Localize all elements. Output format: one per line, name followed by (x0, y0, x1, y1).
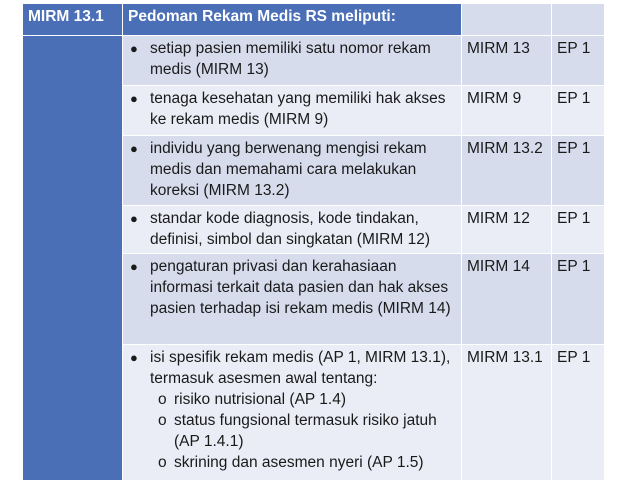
requirement-text: setiap pasien memiliki satu nomor rekam medis (MIRM 13) (150, 40, 431, 78)
requirement-cell (123, 254, 462, 345)
standards-table (22, 3, 605, 481)
header-row (23, 4, 605, 36)
code-column-fill (23, 36, 123, 481)
bullet-dot-icon: ● (130, 259, 138, 274)
ep-ref: EP 1 (552, 136, 605, 206)
standard-ref: MIRM 9 (462, 86, 552, 136)
standard-ref: MIRM 13.1 (462, 345, 552, 481)
requirement-text: isi spesifik rekam medis (AP 1, MIRM 13.1), termasuk asesmen awal tentang: (150, 349, 451, 387)
standard-ref: MIRM 14 (462, 254, 552, 345)
circle-outline-icon: o (158, 391, 167, 408)
bullet-dot-icon: ● (130, 141, 138, 156)
sub-item-text: skrining dan asesmen nyeri (AP 1.5) (174, 454, 424, 471)
sub-item-text: status fungsional termasuk risiko jatuh (AP 1.4.1) (174, 412, 437, 450)
table-title: Pedoman Rekam Medis RS meliputi: (123, 4, 462, 36)
sub-item-text: risiko nutrisional (AP 1.4) (174, 391, 347, 408)
requirement-cell (123, 206, 462, 254)
bullet-dot-icon: ● (130, 91, 138, 106)
circle-outline-icon: o (158, 454, 167, 471)
requirement-cell (123, 86, 462, 136)
ep-ref: EP 1 (552, 345, 605, 481)
table-row (23, 36, 605, 86)
circle-outline-icon: o (158, 412, 167, 429)
requirement-cell (123, 36, 462, 86)
bullet-dot-icon: ● (130, 211, 138, 226)
standard-ref: MIRM 13.2 (462, 136, 552, 206)
bullet-dot-icon: ● (130, 350, 138, 365)
requirement-text: tenaga kesehatan yang memiliki hak akses ke rekam medis (MIRM 9) (150, 90, 446, 128)
ep-ref: EP 1 (552, 254, 605, 345)
standard-code-header: MIRM 13.1 (23, 4, 123, 36)
standard-ref: MIRM 13 (462, 36, 552, 86)
standard-ref: MIRM 12 (462, 206, 552, 254)
requirement-text: individu yang berwenang mengisi rekam medis dan memahami cara melakukan koreksi (MIRM 13.2) (150, 140, 427, 199)
requirement-cell (123, 345, 462, 481)
empty-header-cell (462, 4, 552, 36)
ep-ref: EP 1 (552, 36, 605, 86)
ep-ref: EP 1 (552, 86, 605, 136)
bullet-dot-icon: ● (130, 41, 138, 56)
requirement-cell (123, 136, 462, 206)
requirement-text: standar kode diagnosis, kode tindakan, definisi, simbol dan singkatan (MIRM 12) (150, 210, 430, 248)
empty-header-cell (552, 4, 605, 36)
requirement-text: pengaturan privasi dan kerahasiaan informasi terkait data pasien dan hak akses pasien terhadap isi rekam medis (MIRM 14) (150, 258, 451, 317)
ep-ref: EP 1 (552, 206, 605, 254)
